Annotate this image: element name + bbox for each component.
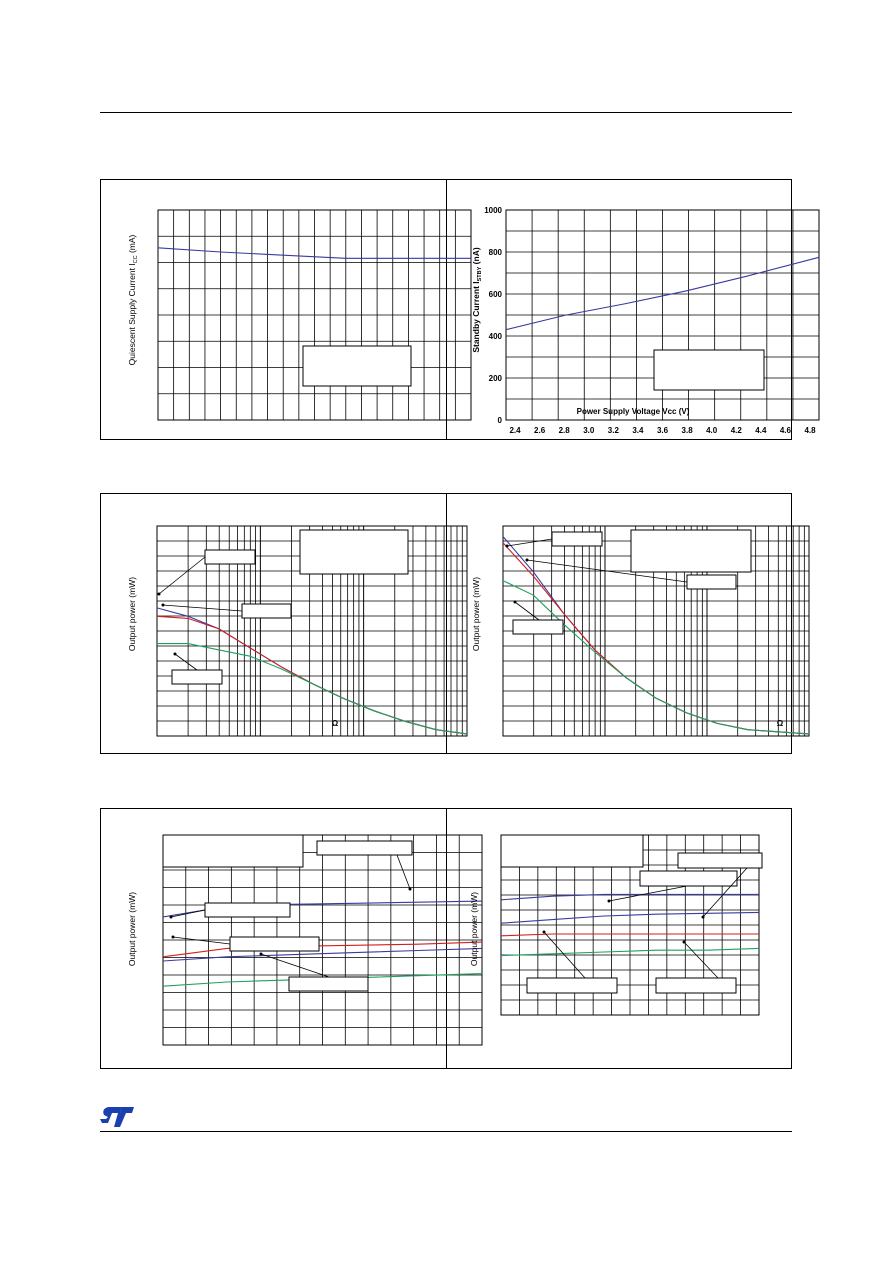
y-tick-label: 400 — [488, 332, 502, 341]
annotation-arrow — [173, 937, 230, 944]
x-axis-unit: Ω — [776, 719, 784, 728]
figure-row-3 — [100, 808, 792, 1069]
x-tick-label: 4.8 — [804, 426, 816, 435]
series-line-3 — [503, 581, 809, 734]
x-tick-label: 3.4 — [632, 426, 644, 435]
x-tick-label: 2.4 — [509, 426, 521, 435]
chart-output-power-vcc-b — [447, 809, 791, 1068]
annotation-box — [678, 853, 762, 868]
annotation-arrowhead — [543, 931, 546, 934]
annotation-arrowhead — [162, 604, 165, 607]
chart-output-power-load-b — [447, 494, 791, 753]
x-tick-label: 3.8 — [681, 426, 693, 435]
x-tick-label: 2.8 — [558, 426, 570, 435]
plot-area — [163, 835, 482, 1045]
y-axis-label: Output power (mW) — [127, 891, 137, 967]
annotation-arrowhead — [158, 593, 161, 596]
plot-area — [506, 210, 819, 420]
x-tick-label: 2.6 — [534, 426, 546, 435]
chart-output-power-load-a — [101, 494, 446, 753]
annotation-box — [513, 620, 563, 634]
annotation-box — [289, 977, 368, 991]
annotation-arrow — [684, 942, 718, 978]
chart-quiescent-current — [101, 180, 446, 439]
x-tick-label: 3.6 — [656, 426, 669, 435]
y-tick-label: 600 — [488, 290, 502, 299]
x-tick-label: 4.2 — [730, 426, 742, 435]
annotation-box — [640, 871, 737, 886]
annotation-arrow — [515, 602, 539, 620]
annotation-arrowhead — [514, 601, 517, 604]
x-tick-label: 3.2 — [607, 426, 619, 435]
annotation-box — [205, 550, 255, 564]
annotation-arrowhead — [506, 545, 509, 548]
annotation-arrowhead — [608, 900, 611, 903]
y-tick-label: 1000 — [484, 206, 502, 215]
legend-box — [654, 350, 764, 390]
plot-area — [503, 526, 809, 736]
annotation-box — [687, 575, 736, 589]
y-tick-label: 800 — [488, 248, 502, 257]
annotation-arrowhead — [409, 888, 412, 891]
annotation-arrow — [507, 539, 552, 546]
y-axis-label: Output power (mW) — [471, 576, 481, 652]
x-tick-label: 3.0 — [583, 426, 595, 435]
x-axis-unit: Ω — [331, 719, 339, 728]
y-axis-label: Output power (mW) — [127, 576, 137, 652]
x-axis-label: Power Supply Voltage Vcc (V) — [576, 407, 690, 416]
annotation-box — [230, 937, 319, 951]
series-line-3 — [157, 644, 467, 734]
legend-box — [501, 835, 643, 867]
annotation-arrowhead — [260, 953, 263, 956]
y-axis-label: Output power (mW) — [469, 891, 479, 967]
annotation-arrowhead — [702, 916, 705, 919]
annotation-box — [527, 978, 617, 993]
annotation-arrow — [163, 605, 242, 611]
annotation-arrowhead — [172, 936, 175, 939]
plot-area — [158, 210, 471, 420]
annotation-box — [656, 978, 736, 993]
annotation-arrow — [159, 557, 205, 594]
legend-box — [631, 530, 751, 572]
footer-rule — [100, 1131, 792, 1132]
x-tick-label: 4.0 — [706, 426, 718, 435]
figure-row-1 — [100, 179, 816, 440]
figure-row-2 — [100, 493, 792, 754]
y-axis-label: Quiescent Supply Current $I_{CC}$ (mA) — [127, 234, 139, 366]
annotation-box — [317, 841, 412, 855]
annotation-arrow — [609, 886, 687, 901]
legend-box — [303, 346, 411, 386]
annotation-arrow — [171, 910, 205, 917]
chart-output-power-vcc-a — [101, 809, 446, 1068]
plot-area — [501, 835, 762, 1015]
annotation-box — [172, 670, 222, 684]
plot-area — [157, 526, 467, 736]
y-tick-label: 200 — [488, 374, 502, 383]
legend-box — [163, 835, 303, 867]
annotation-box — [205, 903, 290, 917]
annotation-box — [242, 604, 291, 618]
annotation-arrowhead — [174, 653, 177, 656]
annotation-box — [552, 532, 602, 546]
annotation-arrowhead — [526, 559, 529, 562]
y-axis-label: Standby Current $I_{STBY}$ (nA) — [471, 247, 483, 353]
annotation-arrowhead — [683, 941, 686, 944]
st-logo — [100, 1105, 134, 1129]
x-tick-label: 4.4 — [755, 426, 767, 435]
annotation-arrowhead — [170, 916, 173, 919]
legend-box — [300, 530, 408, 574]
x-tick-label: 4.6 — [779, 426, 791, 435]
chart-standby-current — [447, 180, 816, 439]
header-rule — [100, 112, 792, 113]
annotation-arrow — [397, 855, 410, 889]
y-tick-label: 0 — [497, 416, 502, 425]
annotation-arrow — [175, 654, 197, 670]
